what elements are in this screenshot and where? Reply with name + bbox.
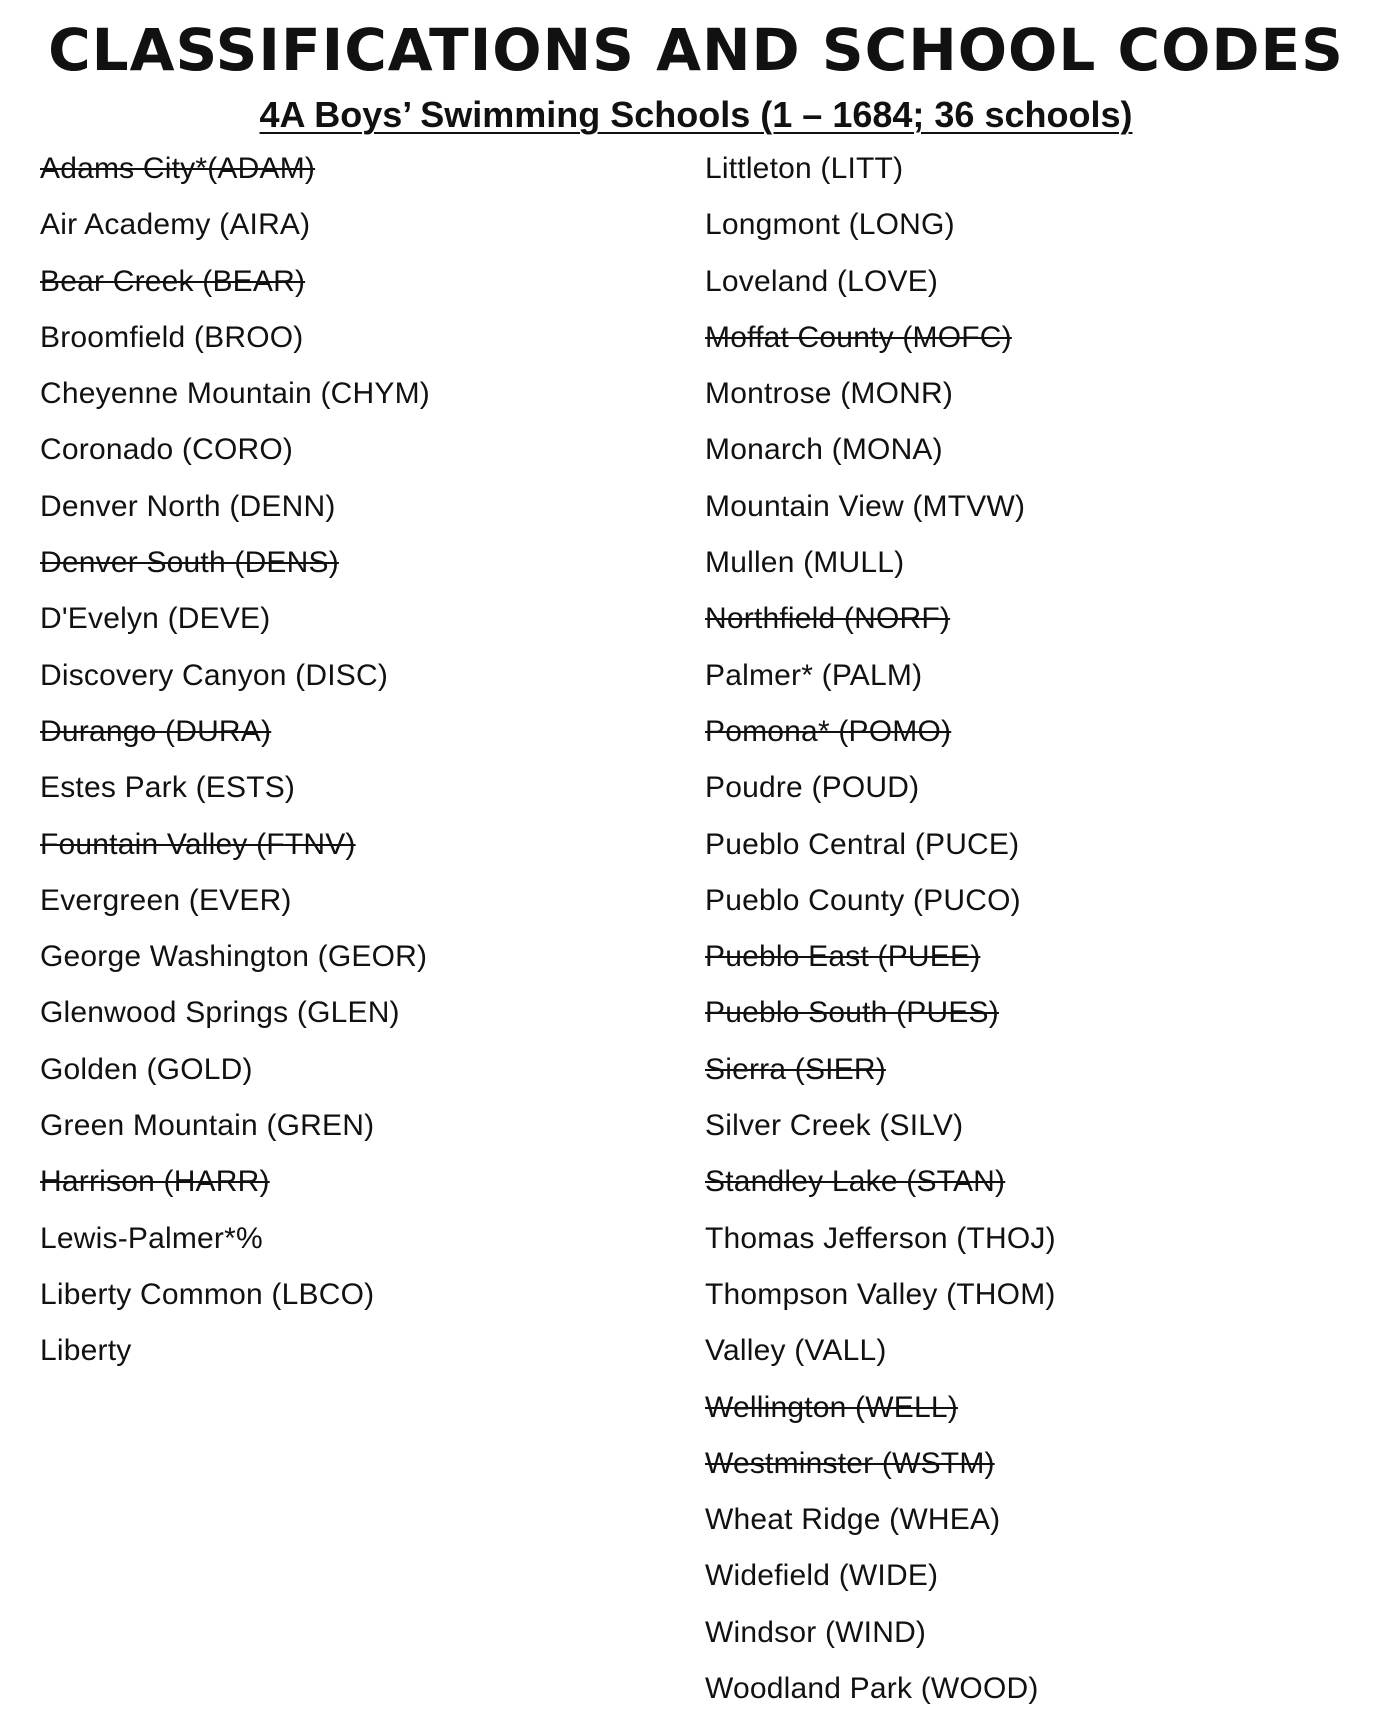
school-entry-struck: Fountain Valley (FTNV) xyxy=(40,827,356,861)
school-entry: Evergreen (EVER) xyxy=(40,883,292,917)
school-entry: Loveland (LOVE) xyxy=(705,264,939,298)
school-entry: Liberty Common (LBCO) xyxy=(40,1277,375,1311)
school-entry-struck: Bear Creek (BEAR) xyxy=(40,264,306,298)
school-entry: Palmer* (PALM) xyxy=(705,658,923,692)
school-entry: Mountain View (MTVW) xyxy=(705,489,1026,523)
school-entry: Littleton (LITT) xyxy=(705,152,904,185)
school-entry-struck: Harrison (HARR) xyxy=(40,1165,270,1199)
school-entry: Longmont (LONG) xyxy=(705,208,955,242)
school-entry: Montrose (MONR) xyxy=(705,377,954,411)
school-entry: Thompson Valley (THOM) xyxy=(705,1277,1056,1311)
school-entry: Valley (VALL) xyxy=(705,1334,887,1368)
school-entry-struck: Durango (DURA) xyxy=(40,714,272,748)
school-entry-struck: Northfield (NORF) xyxy=(705,602,951,636)
school-entry-struck: Standley Lake (STAN) xyxy=(705,1165,1006,1199)
school-entry: Woodland Park (WOOD) xyxy=(705,1672,1039,1706)
school-entry-struck: Westminster (WSTM) xyxy=(705,1446,995,1480)
school-entry: Denver North (DENN) xyxy=(40,489,336,523)
school-entry: Liberty xyxy=(40,1334,132,1368)
school-entry: George Washington (GEOR) xyxy=(40,940,428,974)
page-subtitle xyxy=(0,92,1392,138)
school-entry-struck: Wellington (WELL) xyxy=(705,1390,958,1424)
school-entry-struck: Pomona* (POMO) xyxy=(705,714,952,748)
school-entry: Broomfield (BROO) xyxy=(40,320,304,354)
school-entry: Glenwood Springs (GLEN) xyxy=(40,996,400,1030)
school-entry: Lewis-Palmer*% xyxy=(40,1221,263,1255)
school-entry-struck: Sierra (SIER) xyxy=(705,1052,886,1086)
school-entry: Thomas Jefferson (THOJ) xyxy=(705,1221,1056,1255)
school-entry-struck: Pueblo South (PUES) xyxy=(705,996,999,1030)
school-entry: Coronado (CORO) xyxy=(40,433,294,467)
school-entry-struck: Denver South (DENS) xyxy=(40,546,339,580)
school-entry: Mullen (MULL) xyxy=(705,546,905,580)
school-entry: Monarch (MONA) xyxy=(705,433,943,467)
school-entry: Air Academy (AIRA) xyxy=(40,208,311,242)
school-entry: Widefield (WIDE) xyxy=(705,1559,939,1593)
school-list-left xyxy=(40,141,660,1380)
school-entry: Silver Creek (SILV) xyxy=(705,1109,964,1143)
school-entry: Estes Park (ESTS) xyxy=(40,771,296,805)
page-title: CLASSIFICATIONS AND SCHOOL CODES xyxy=(48,16,1344,84)
school-entry: Green Mountain (GREN) xyxy=(40,1109,375,1143)
school-entry: Discovery Canyon (DISC) xyxy=(40,658,389,692)
school-entry-struck: Adams City*(ADAM) xyxy=(40,152,316,185)
school-entry: Cheyenne Mountain (CHYM) xyxy=(40,377,430,411)
school-entry: Golden (GOLD) xyxy=(40,1052,253,1086)
school-entry: Wheat Ridge (WHEA) xyxy=(705,1503,1001,1537)
school-entry: Poudre (POUD) xyxy=(705,771,920,805)
school-entry: D'Evelyn (DEVE) xyxy=(40,602,271,636)
school-entry: Pueblo County (PUCO) xyxy=(705,883,1021,917)
school-entry-struck: Pueblo East (PUEE) xyxy=(705,940,981,974)
school-entry: Pueblo Central (PUCE) xyxy=(705,827,1020,861)
school-entry-struck: Moffat County (MOFC) xyxy=(705,320,1012,354)
school-list-right xyxy=(705,141,1365,1717)
page-subtitle-text: 4A Boys’ Swimming Schools (1 – 1684; 36 schools) xyxy=(259,94,1133,135)
school-entry: Windsor (WIND) xyxy=(705,1615,927,1649)
